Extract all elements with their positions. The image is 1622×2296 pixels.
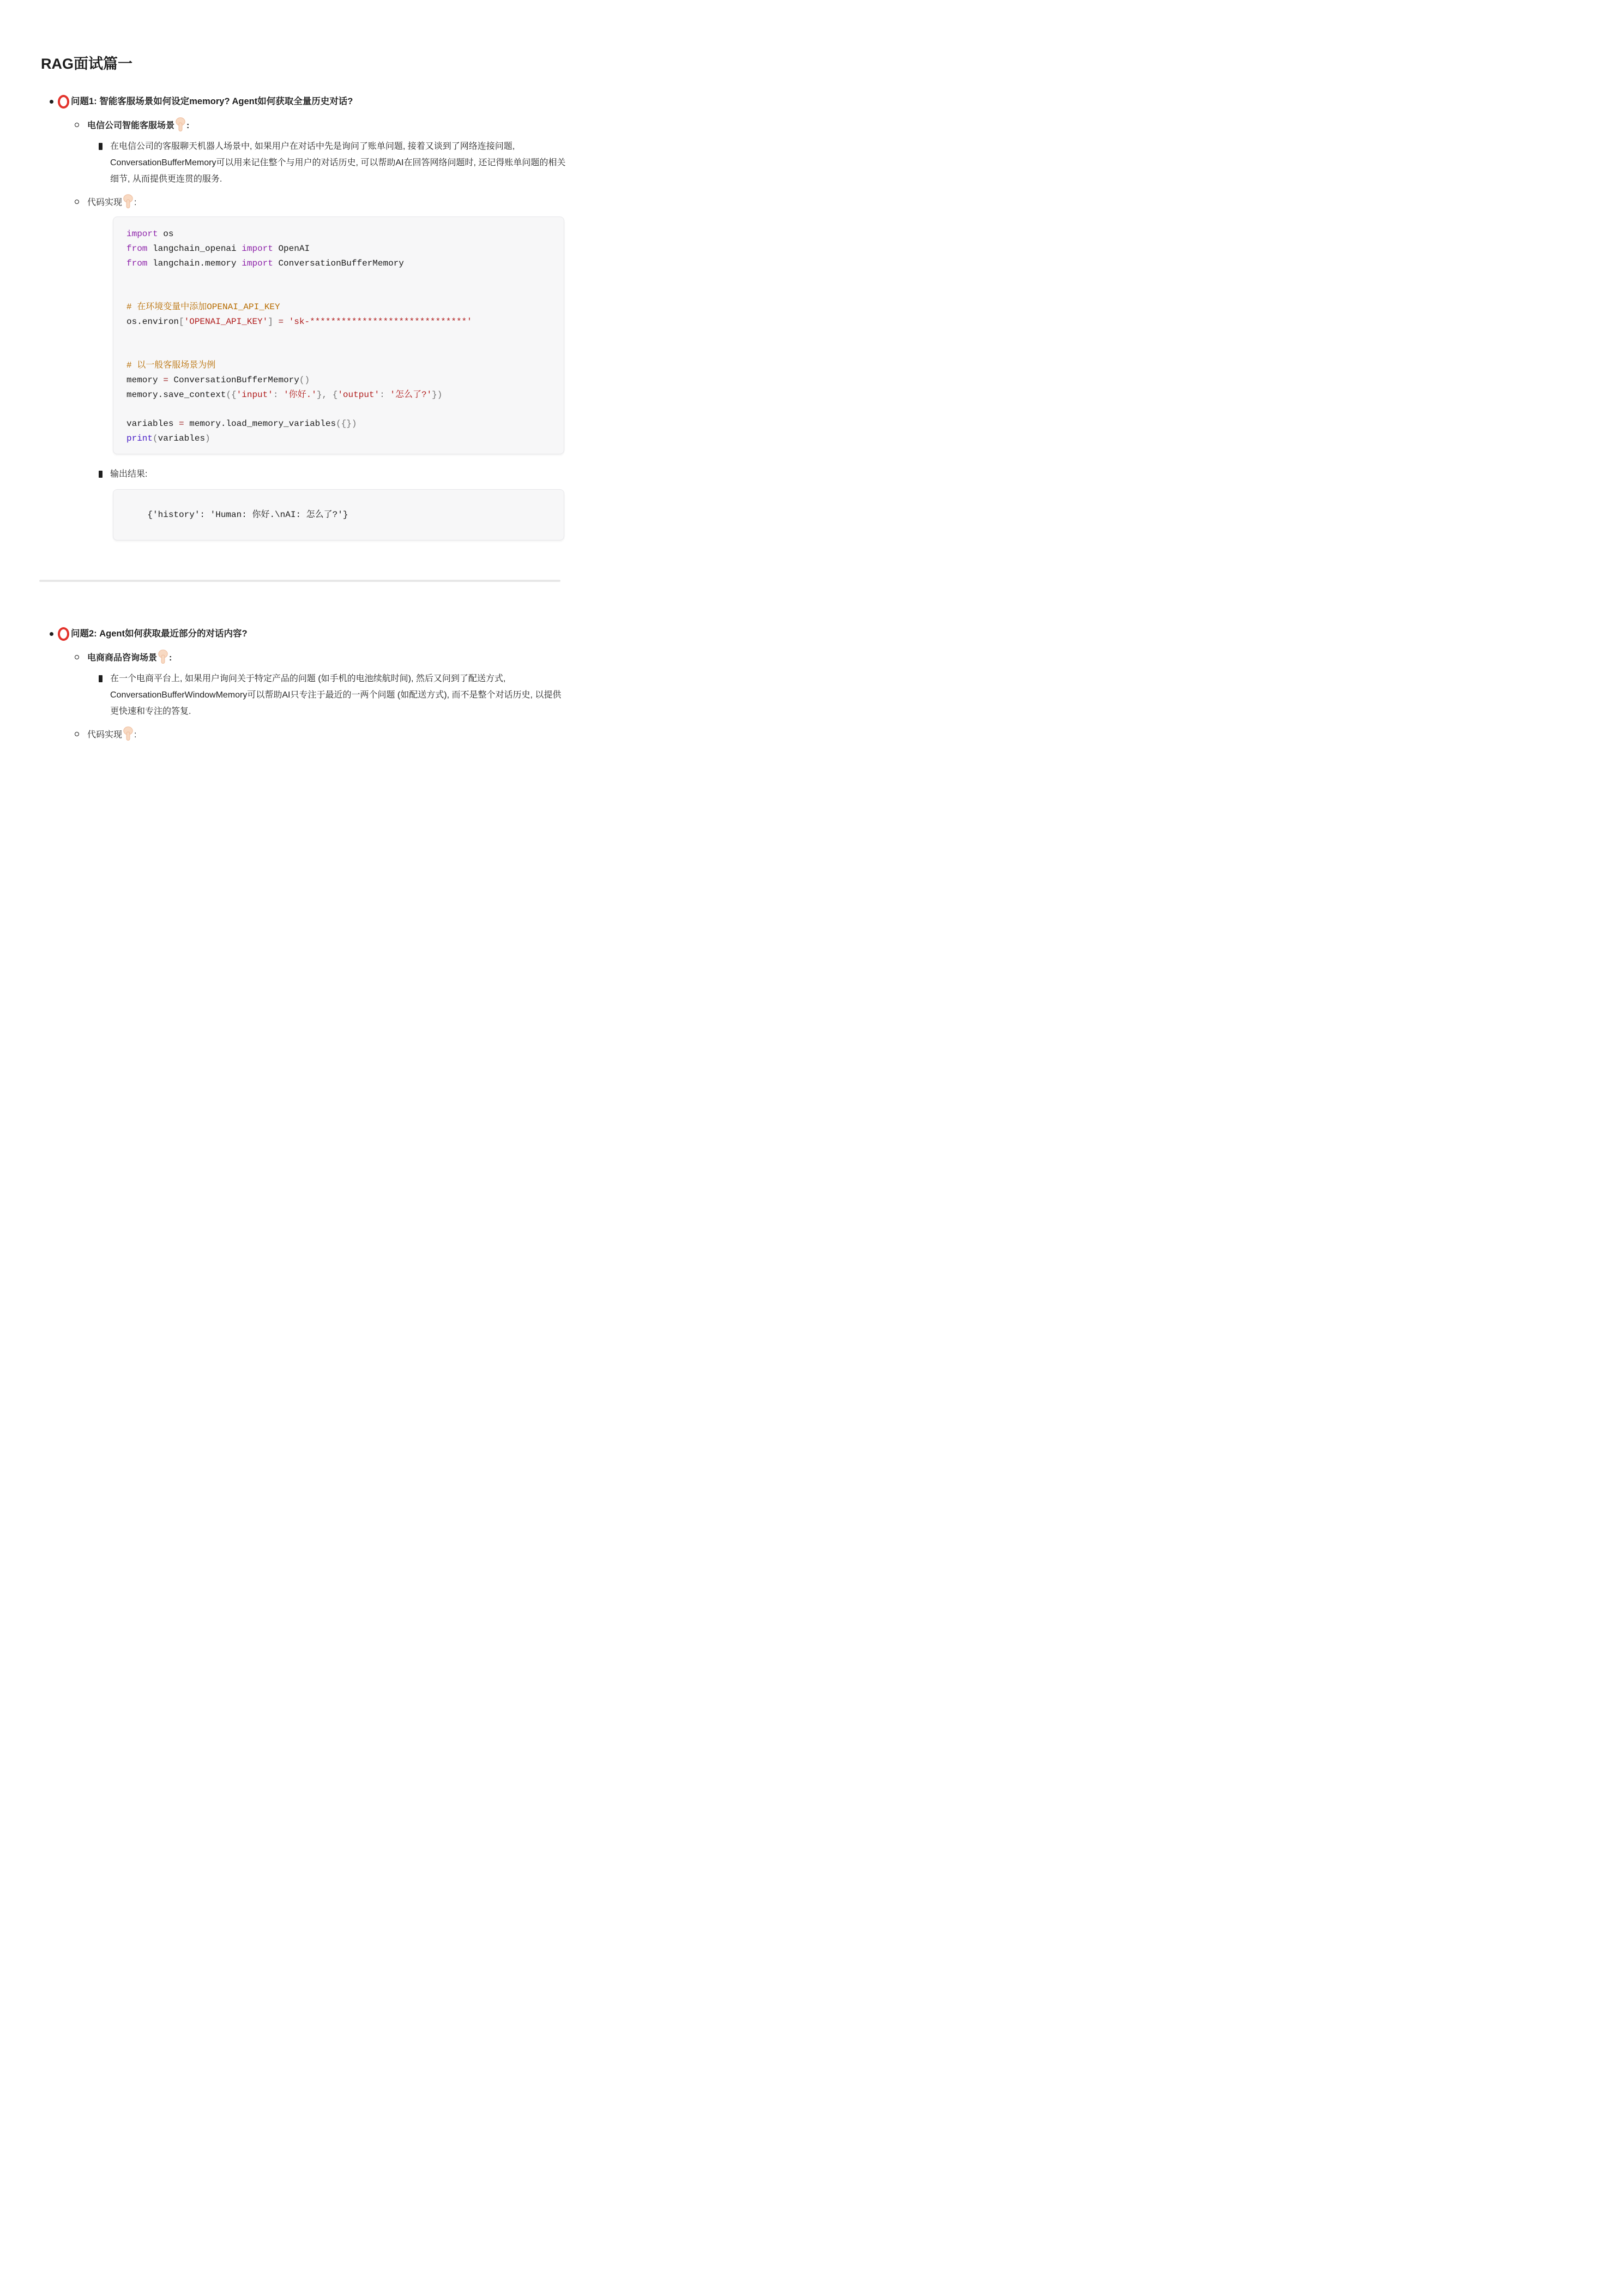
- output-block: [113, 489, 564, 540]
- output-label: 输出结果:: [110, 469, 148, 479]
- square-bullet: [99, 143, 102, 150]
- code-label-item: [41, 726, 567, 743]
- circle-bullet: [75, 200, 79, 204]
- disc-bullet: [50, 632, 53, 636]
- point-down-emoji: [158, 650, 168, 664]
- question-item: [41, 93, 567, 110]
- circle-bullet: [75, 655, 79, 659]
- code-line: import os: [126, 229, 174, 239]
- square-bullet: [99, 675, 102, 682]
- scenario-item: [41, 650, 567, 666]
- output-text: {'history': 'Human: 你好.\nAI: 怎么了?'}: [147, 509, 348, 520]
- code-line: memory.save_context({'input': '你好.'}, {'output': '怎么了?'}): [126, 389, 443, 400]
- code-line: # 在环境变量中添加OPENAI_API_KEY: [126, 302, 280, 312]
- page-title: RAG面试篇一: [41, 56, 132, 72]
- question-item: [41, 626, 567, 642]
- circle-bullet: [75, 123, 79, 127]
- code-block: [113, 217, 564, 454]
- code-line: os.environ['OPENAI_API_KEY'] = 'sk-******************************': [126, 316, 472, 327]
- scenario-item: [41, 117, 567, 134]
- code-line: # 以一般客服场景为例: [126, 360, 216, 371]
- code-label-item: [41, 194, 567, 211]
- red-circle-emoji: [58, 627, 69, 641]
- code-line: variables = memory.load_memory_variables({}): [126, 419, 357, 429]
- question-text: 问题2: Agent如何获取最近部分的对话内容?: [71, 628, 248, 639]
- code-line: memory = ConversationBufferMemory(): [126, 375, 310, 385]
- label-colon: :: [169, 653, 172, 663]
- code-label: 代码实现 :: [87, 726, 136, 743]
- point-down-emoji: [123, 194, 137, 209]
- scenario-label: 电信公司智能客服场景 :: [87, 117, 189, 134]
- square-bullet: [99, 471, 102, 478]
- document-page: [0, 0, 600, 849]
- label-colon: :: [186, 121, 190, 130]
- scenario-label: 电商商品咨询场景 :: [87, 650, 172, 666]
- code-line: [126, 329, 551, 344]
- red-circle-emoji: [58, 95, 69, 109]
- code-line: print(variables): [126, 434, 210, 444]
- disc-bullet: [50, 100, 53, 104]
- scenario-paragraph: 在电信公司的客服聊天机器人场景中, 如果用户在对话中先是询问了账单问题, 接着又谈到了网络连接问题, ConversationBufferMemory可以用来记住整个与用户的对话历史, 可以帮助AI在回答网络问题时, 还记得账单问题的相关细节, 从而提供更连贯的服务.: [110, 142, 566, 184]
- label-colon: :: [134, 730, 137, 740]
- scenario-paragraph: 在一个电商平台上, 如果用户询问关于特定产品的问题 (如手机的电池续航时间), 然后又问到了配送方式, ConversationBufferWindowMemory可以帮助AI只专注于最近的一两个问题 (如配送方式), 而不是整个对话历史, 以提供更快速和专注的答复.: [110, 674, 562, 716]
- code-line: [126, 271, 551, 285]
- point-down-emoji: [123, 726, 137, 741]
- code-line: [126, 285, 551, 300]
- code-line: [126, 344, 551, 358]
- question-text: 问题1: 智能客服场景如何设定memory? Agent如何获取全量历史对话?: [71, 97, 353, 106]
- circle-bullet: [75, 732, 79, 736]
- section-divider: [39, 580, 560, 582]
- code-line: from langchain_openai import OpenAI: [126, 243, 310, 254]
- point-down-emoji: [175, 117, 186, 132]
- output-label-item: [41, 466, 567, 483]
- label-colon: :: [134, 198, 137, 207]
- code-label: 代码实现 :: [87, 194, 136, 211]
- code-line: from langchain.memory import ConversationBufferMemory: [126, 258, 404, 268]
- code-line: [126, 402, 551, 417]
- paragraph-item: [41, 671, 567, 720]
- paragraph-item: [41, 139, 567, 188]
